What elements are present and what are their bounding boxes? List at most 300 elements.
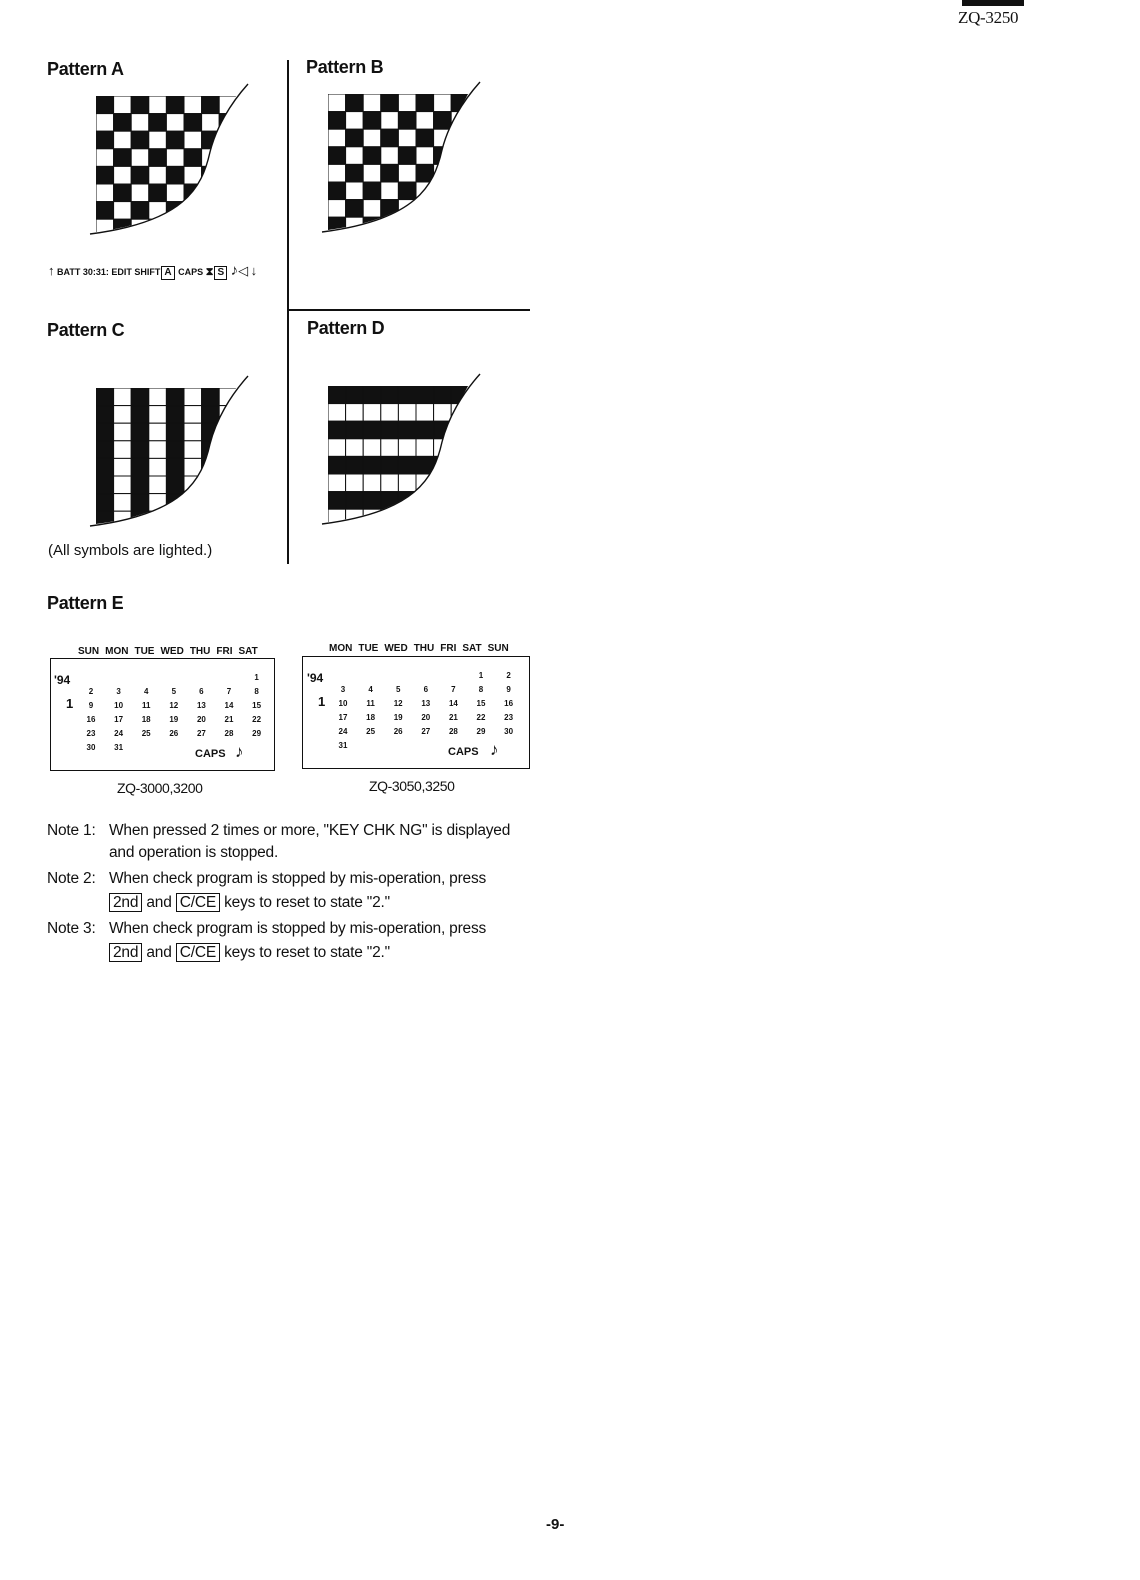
pattern-cell <box>131 166 149 184</box>
calendar-date: 28 <box>224 729 234 738</box>
time-label: 30:31: <box>82 267 109 277</box>
calendar-2-model: ZQ-3050,3250 <box>369 778 455 794</box>
pattern-cell <box>96 388 114 406</box>
calendar-date: 27 <box>421 727 431 736</box>
pattern-cell <box>363 386 381 404</box>
key-2nd: 2nd <box>109 943 142 962</box>
calendar-date: 29 <box>476 727 486 736</box>
calendar-date: 2 <box>506 671 511 680</box>
pattern-cell <box>131 476 149 494</box>
pattern-cell <box>381 456 399 474</box>
calendar-date: 18 <box>141 715 151 724</box>
calendar-date: 17 <box>338 713 348 722</box>
calendar-2-day-header <box>329 643 515 654</box>
pattern-cell <box>346 386 364 404</box>
pattern-cell <box>398 182 416 200</box>
note-1 <box>47 820 547 864</box>
pattern-cell <box>202 458 220 476</box>
note-3 <box>47 918 547 964</box>
calendar-date: 30 <box>504 727 514 736</box>
pattern-cell <box>149 96 167 114</box>
calendar-date: 22 <box>476 713 486 722</box>
pattern-cell <box>96 166 114 184</box>
pattern-cell <box>363 439 381 457</box>
pattern-cell <box>416 421 434 439</box>
pattern-cell <box>96 96 114 114</box>
pattern-cell <box>184 388 202 406</box>
pattern-cell <box>398 147 416 165</box>
pattern-cell <box>416 200 434 218</box>
pattern-cell <box>184 423 202 441</box>
pattern-cell <box>328 112 346 130</box>
calendar-date: 6 <box>199 687 204 696</box>
pattern-cell <box>434 404 452 422</box>
pattern-a-display <box>88 82 254 244</box>
calendar-2-year: '94 <box>307 671 324 685</box>
pattern-cell <box>434 492 452 510</box>
pattern-cell <box>346 112 364 130</box>
pattern-cell <box>363 404 381 422</box>
pattern-cell <box>219 184 237 202</box>
calendar-date: 21 <box>224 715 234 724</box>
calendar-date: 8 <box>478 685 484 694</box>
calendar-2-week-number: 1 <box>318 694 326 709</box>
calendar-date: 2 <box>88 687 94 696</box>
calendar-2-display <box>302 656 530 769</box>
pattern-cell <box>202 96 220 114</box>
pattern-cell <box>416 404 434 422</box>
pattern-cell <box>166 219 184 237</box>
pattern-cell <box>149 184 167 202</box>
calendar-date: 11 <box>141 701 151 710</box>
pattern-cell <box>184 149 202 167</box>
pattern-cell <box>166 476 184 494</box>
pattern-cell <box>434 200 452 218</box>
pattern-cell <box>451 200 469 218</box>
calendar-date: 20 <box>421 713 431 722</box>
pattern-cell <box>434 509 452 527</box>
pattern-cell <box>166 458 184 476</box>
pattern-cell <box>114 131 132 149</box>
note-3-tail: keys to reset to state "2." <box>224 944 390 961</box>
calendar-date: 27 <box>196 729 206 738</box>
calendar-day-label: SAT <box>238 646 258 657</box>
pattern-cell <box>184 114 202 132</box>
pattern-e-title: Pattern E <box>47 593 124 613</box>
pattern-cell <box>451 492 469 510</box>
pattern-cell <box>381 217 399 235</box>
pattern-cell <box>346 94 364 112</box>
pattern-cell <box>96 202 114 220</box>
calendar-1-week-number: 1 <box>66 696 74 711</box>
hourglass-icon: ⧗ <box>205 266 214 278</box>
pattern-cell <box>184 406 202 424</box>
pattern-cell <box>381 112 399 130</box>
pattern-cell <box>363 456 381 474</box>
calendar-day-label: TUE <box>134 646 155 657</box>
calendar-1-year: '94 <box>54 673 71 687</box>
pattern-cell <box>131 202 149 220</box>
calendar-day-label: FRI <box>440 643 457 654</box>
pattern-cell <box>416 129 434 147</box>
calendar-date: 18 <box>366 713 376 722</box>
calendar-date: 26 <box>393 727 403 736</box>
calendar-date: 20 <box>196 715 206 724</box>
calendar-date: 4 <box>368 685 373 694</box>
music-note-icon: ♪ <box>235 742 244 761</box>
pattern-cell <box>434 94 452 112</box>
pattern-cell <box>149 423 167 441</box>
pattern-cell <box>114 149 132 167</box>
pattern-cell <box>381 147 399 165</box>
calendar-day-label: FRI <box>216 646 233 657</box>
calendar-date: 30 <box>86 743 96 752</box>
calendar-date: 26 <box>169 729 179 738</box>
pattern-cell <box>398 509 416 527</box>
note-1-label: Note 1: <box>47 822 96 839</box>
pattern-cell <box>416 492 434 510</box>
calendar-1-model: ZQ-3000,3200 <box>117 780 203 796</box>
note-2 <box>47 868 547 914</box>
pattern-cell <box>363 182 381 200</box>
pattern-cell <box>363 112 381 130</box>
calendar-date: 16 <box>86 715 96 724</box>
calendar-date: 15 <box>252 701 262 710</box>
pattern-cell <box>328 386 346 404</box>
note-2-line-1: When check program is stopped by mis-operation, press <box>109 870 487 887</box>
pattern-cell <box>363 492 381 510</box>
pattern-c-title: Pattern C <box>47 320 125 340</box>
calendar-date: 29 <box>252 729 262 738</box>
pattern-cell <box>202 114 220 132</box>
pattern-cell <box>114 494 132 512</box>
calendar-date: 4 <box>143 687 149 696</box>
pattern-cell <box>416 217 434 235</box>
calendar-date: 25 <box>141 729 151 738</box>
pattern-cell <box>114 406 132 424</box>
pattern-cell <box>131 458 149 476</box>
note-2-tail: keys to reset to state "2." <box>224 894 390 911</box>
pattern-cell <box>131 114 149 132</box>
calendar-date: 10 <box>114 701 124 710</box>
pattern-cell <box>114 202 132 220</box>
pattern-cell <box>363 94 381 112</box>
pattern-b-title: Pattern B <box>306 57 384 77</box>
pattern-cell <box>219 202 237 220</box>
pattern-cell <box>381 404 399 422</box>
pattern-cell <box>398 439 416 457</box>
pattern-cell <box>398 386 416 404</box>
pattern-cell <box>202 166 220 184</box>
pattern-cell <box>434 386 452 404</box>
note-2-and: and <box>146 894 172 911</box>
pattern-cell <box>398 94 416 112</box>
calendar-date: 13 <box>421 699 431 708</box>
edit-label: EDIT <box>111 267 132 277</box>
calendar-date: 12 <box>393 699 403 708</box>
pattern-cell <box>328 456 346 474</box>
pattern-cell <box>381 182 399 200</box>
pattern-cell <box>219 441 237 459</box>
pattern-cell <box>328 182 346 200</box>
calendar-day-label: THU <box>413 643 435 654</box>
calendar-day-label: SAT <box>462 643 482 654</box>
calendar-date: 11 <box>366 699 375 708</box>
pattern-b-display <box>320 80 486 242</box>
pattern-cell <box>219 219 237 237</box>
a-box: A <box>161 266 174 280</box>
shift-label: SHIFT <box>134 267 161 277</box>
calendar-date: 5 <box>171 687 177 696</box>
pattern-cell <box>114 476 132 494</box>
calendar-1-display <box>50 658 275 771</box>
pattern-cell <box>451 164 469 182</box>
calendar-date: 28 <box>448 727 458 736</box>
pattern-cell <box>166 166 184 184</box>
pattern-cell <box>184 202 202 220</box>
calendar-2-caps: CAPS <box>448 746 479 758</box>
calendar-date: 19 <box>393 713 403 722</box>
pattern-cell <box>131 131 149 149</box>
calendar-date: 16 <box>504 699 514 708</box>
pattern-cell <box>363 164 381 182</box>
pattern-cell <box>184 219 202 237</box>
pattern-cell <box>96 406 114 424</box>
pattern-cell <box>346 129 364 147</box>
pattern-cell <box>149 511 167 529</box>
arrow-down-icon: ↓ <box>250 263 258 278</box>
pattern-cell <box>202 476 220 494</box>
pattern-cell <box>416 94 434 112</box>
pattern-cell <box>451 182 469 200</box>
header-bar <box>962 0 1024 6</box>
calendar-date: 7 <box>451 685 456 694</box>
calendar-date: 23 <box>504 713 514 722</box>
calendar-date: 10 <box>338 699 348 708</box>
pattern-cell <box>398 129 416 147</box>
music-note-icon: ♪ <box>230 262 239 279</box>
note-3-and: and <box>146 944 172 961</box>
pattern-cell <box>149 458 167 476</box>
pattern-cell <box>96 131 114 149</box>
pattern-cell <box>202 219 220 237</box>
arrow-up-icon: ↑ <box>48 263 55 278</box>
calendar-date: 15 <box>476 699 486 708</box>
pattern-cell <box>219 131 237 149</box>
page-number: -9- <box>546 1516 565 1533</box>
status-symbol-line <box>48 262 257 280</box>
calendar-day-label: WED <box>384 643 408 654</box>
pattern-cell <box>346 182 364 200</box>
horizontal-divider <box>287 309 530 311</box>
pattern-cell <box>328 147 346 165</box>
pattern-cell <box>451 456 469 474</box>
pattern-cell <box>114 388 132 406</box>
pattern-cell <box>114 423 132 441</box>
calendar-date: 9 <box>506 685 511 694</box>
note-3-line-1: When check program is stopped by mis-operation, press <box>109 920 487 937</box>
calendar-date: 25 <box>366 727 376 736</box>
calendar-date: 24 <box>338 727 348 736</box>
pattern-cell <box>346 200 364 218</box>
pattern-cell <box>381 421 399 439</box>
pattern-cell <box>114 166 132 184</box>
calendar-day-label: SUN <box>78 646 100 657</box>
calendar-date: 3 <box>340 685 346 694</box>
pattern-cell <box>166 388 184 406</box>
calendar-date: 1 <box>478 671 484 680</box>
pattern-cell <box>346 456 364 474</box>
pattern-cell <box>131 184 149 202</box>
pattern-cell <box>149 114 167 132</box>
pattern-cell <box>96 441 114 459</box>
pattern-cell <box>114 441 132 459</box>
pattern-cell <box>363 147 381 165</box>
pattern-cell <box>96 511 114 529</box>
pattern-cell <box>346 439 364 457</box>
note-1-line-1: When pressed 2 times or more, "KEY CHK NG" is displayed <box>109 822 511 839</box>
calendar-date: 31 <box>338 741 348 750</box>
pattern-cell <box>149 441 167 459</box>
calendar-date: 9 <box>88 701 94 710</box>
pattern-cell <box>202 202 220 220</box>
pattern-cell <box>434 182 452 200</box>
pattern-cell <box>328 474 346 492</box>
pattern-cell <box>149 476 167 494</box>
calendar-date: 23 <box>86 729 96 738</box>
calendar-day-label: MON <box>105 646 129 657</box>
music-note-icon: ♪ <box>490 740 499 759</box>
pattern-cell <box>166 96 184 114</box>
pattern-cell <box>416 439 434 457</box>
pattern-cell <box>328 129 346 147</box>
pattern-cell <box>346 492 364 510</box>
pattern-cell <box>202 511 220 529</box>
pattern-cell <box>96 423 114 441</box>
pattern-cell <box>96 184 114 202</box>
pattern-cell <box>184 494 202 512</box>
pattern-cell <box>328 492 346 510</box>
pattern-cell <box>114 114 132 132</box>
pattern-cell <box>451 147 469 165</box>
calendar-date: 8 <box>254 687 259 696</box>
pattern-cell <box>114 458 132 476</box>
pattern-cell <box>328 200 346 218</box>
pattern-cell <box>363 421 381 439</box>
pattern-cell <box>131 96 149 114</box>
pattern-cell <box>166 441 184 459</box>
pattern-cell <box>346 164 364 182</box>
pattern-cell <box>328 164 346 182</box>
pattern-cell <box>398 456 416 474</box>
pattern-cell <box>451 509 469 527</box>
pattern-cell <box>96 149 114 167</box>
pattern-cell <box>166 406 184 424</box>
pattern-cell <box>398 421 416 439</box>
pattern-cell <box>381 386 399 404</box>
key-c-ce: C/CE <box>176 943 220 962</box>
note-1-line-2: and operation is stopped. <box>109 844 279 861</box>
calendar-date: 17 <box>114 715 124 724</box>
pattern-cell <box>166 131 184 149</box>
pattern-cell <box>381 164 399 182</box>
calendar-1-day-header <box>78 646 264 657</box>
pattern-cell <box>114 184 132 202</box>
pattern-d-title: Pattern D <box>307 318 385 338</box>
pattern-cell <box>96 458 114 476</box>
pattern-cell <box>381 129 399 147</box>
pattern-cell <box>416 386 434 404</box>
pattern-cell <box>131 149 149 167</box>
pattern-cell <box>219 458 237 476</box>
model-code: ZQ-3250 <box>958 8 1019 27</box>
calendar-date: 7 <box>226 687 232 696</box>
pattern-cell <box>346 404 364 422</box>
pattern-cell <box>166 423 184 441</box>
calendar-date: 12 <box>169 701 179 710</box>
pattern-cell <box>416 112 434 130</box>
note-3-label: Note 3: <box>47 920 96 937</box>
pattern-cell <box>202 184 220 202</box>
pattern-cell <box>398 474 416 492</box>
pattern-cell <box>363 474 381 492</box>
note-2-label: Note 2: <box>47 870 96 887</box>
pattern-cell <box>219 166 237 184</box>
pattern-cell <box>202 406 220 424</box>
pattern-cell <box>149 219 167 237</box>
pattern-cell <box>381 439 399 457</box>
calendar-date: 24 <box>114 729 124 738</box>
pattern-cell <box>328 217 346 235</box>
pattern-cell <box>416 147 434 165</box>
calendar-date: 5 <box>395 685 401 694</box>
speaker-icon: ◁ <box>238 263 249 278</box>
calendar-date: 21 <box>448 713 458 722</box>
key-2nd: 2nd <box>109 893 142 912</box>
pattern-cell <box>434 217 452 235</box>
pattern-cell <box>202 388 220 406</box>
pattern-cell <box>451 474 469 492</box>
batt-label: BATT <box>57 267 81 277</box>
pattern-cell <box>328 94 346 112</box>
calendar-day-label: MON <box>329 643 353 654</box>
calendar-date: 1 <box>254 673 259 682</box>
pattern-cell <box>131 388 149 406</box>
pattern-cell <box>131 423 149 441</box>
pattern-cell <box>184 511 202 529</box>
calendar-day-label: TUE <box>358 643 379 654</box>
pattern-cell <box>219 476 237 494</box>
pattern-cell <box>451 439 469 457</box>
pattern-cell <box>346 147 364 165</box>
pattern-cell <box>381 474 399 492</box>
pattern-cell <box>96 494 114 512</box>
pattern-cell <box>451 217 469 235</box>
calendar-day-label: SUN <box>487 643 509 654</box>
calendar-date: 22 <box>252 715 262 724</box>
calendar-day-label: THU <box>189 646 211 657</box>
key-c-ce: C/CE <box>176 893 220 912</box>
calendar-1-caps: CAPS <box>195 748 226 760</box>
calendar-date: 14 <box>448 699 458 708</box>
pattern-cell <box>381 509 399 527</box>
pattern-cell <box>202 494 220 512</box>
pattern-cell <box>96 476 114 494</box>
calendar-date: 6 <box>423 685 429 694</box>
pattern-cell <box>219 511 237 529</box>
pattern-cell <box>131 406 149 424</box>
pattern-cell <box>363 129 381 147</box>
